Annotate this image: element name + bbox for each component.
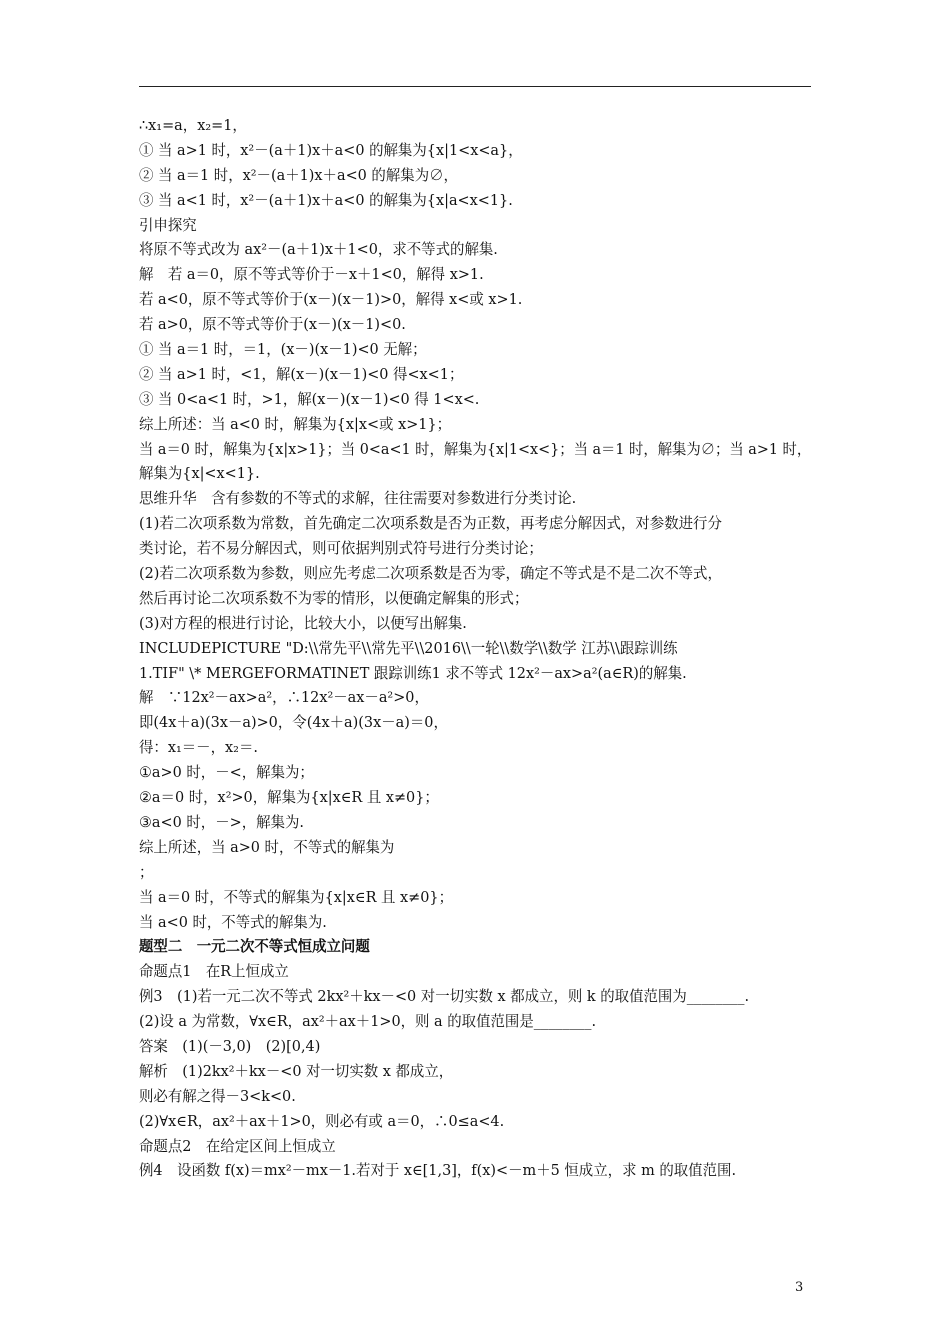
text-line: ② 当 a>1 时，<1，解(x－)(x－1)<0 得<x<1； <box>139 365 464 383</box>
text-line: (2)设 a 为常数，∀x∈R，ax²＋ax＋1>0，则 a 的取值范围是________. <box>139 1013 597 1031</box>
text-line: 解 若 a＝0，原不等式等价于－x＋1<0，解得 x>1. <box>139 266 484 284</box>
field-code-line: INCLUDEPICTURE "D:\\常先平\\常先平\\2016\\一轮\\数学\\数学 江苏\\跟踪训练 <box>139 639 678 657</box>
text-line: (3)对方程的根进行讨论，比较大小，以便写出解集. <box>139 614 467 632</box>
text-line: ①a>0 时，－<，解集为； <box>139 764 314 782</box>
text-line: ③ 当 0<a<1 时，>1，解(x－)(x－1)<0 得 1<x<. <box>139 390 480 408</box>
text-line: ① 当 a＝1 时，＝1，(x－)(x－1)<0 无解； <box>139 341 427 359</box>
text-line: 则必有解之得－3<k<0. <box>139 1087 296 1105</box>
text-line: 答案 (1)(－3,0) (2)[0,4) <box>139 1037 321 1055</box>
text-line: 综上所述，当 a>0 时，不等式的解集为 <box>139 838 395 856</box>
text-line: 解析 (1)2kx²＋kx－<0 对一切实数 x 都成立， <box>139 1062 454 1080</box>
header-rule <box>139 86 811 87</box>
text-line: 将原不等式改为 ax²－(a＋1)x＋1<0，求不等式的解集. <box>139 241 498 259</box>
text-line: 思维升华 含有参数的不等式的求解，往往需要对参数进行分类讨论. <box>139 490 577 508</box>
text-line: 若 a<0，原不等式等价于(x－)(x－1)>0，解得 x<或 x>1. <box>139 291 523 309</box>
text-line: 解集为{x|<x<1}. <box>139 465 260 483</box>
text-line: 即(4x＋a)(3x－a)>0，令(4x＋a)(3x－a)＝0， <box>139 714 448 732</box>
text-line: ② 当 a＝1 时，x²－(a＋1)x＋a<0 的解集为∅， <box>139 166 458 184</box>
text-line: 得：x₁＝－，x₂＝. <box>139 739 258 757</box>
text-line: ③ 当 a<1 时，x²－(a＋1)x＋a<0 的解集为{x|a<x<1}. <box>139 191 513 209</box>
text-line: 综上所述：当 a<0 时，解集为{x|x<或 x>1}； <box>139 415 452 433</box>
section-title: 题型二 一元二次不等式恒成立问题 <box>139 938 370 956</box>
text-line: (1)若二次项系数为常数，首先确定二次项系数是否为正数，再考虑分解因式，对参数进行分 <box>139 515 722 533</box>
text-line: 命题点2 在给定区间上恒成立 <box>139 1137 336 1155</box>
text-line: (2)若二次项系数为参数，则应先考虑二次项系数是否为零，确定不等式是不是二次不等式， <box>139 565 722 583</box>
text-line: (2)∀x∈R，ax²＋ax＋1>0，则必有或 a＝0，∴0≤a<4. <box>139 1112 505 1130</box>
text-line: 命题点1 在R上恒成立 <box>139 963 289 981</box>
text-line: ① 当 a>1 时，x²－(a＋1)x＋a<0 的解集为{x|1<x<a}， <box>139 141 523 159</box>
text-line: ③a<0 时，－>，解集为. <box>139 813 305 831</box>
text-line: 类讨论，若不易分解因式，则可依据判别式符号进行分类讨论； <box>139 540 543 558</box>
text-line: ； <box>139 863 154 881</box>
text-line: 解 ∵12x²－ax>a²，∴12x²－ax－a²>0， <box>139 689 429 707</box>
text-line: ②a＝0 时，x²>0，解集为{x|x∈R 且 x≠0}； <box>139 789 439 807</box>
page-number: 3 <box>795 1280 804 1295</box>
text-line: 当 a<0 时，不等式的解集为. <box>139 913 327 931</box>
text-line: ∴x₁=a，x₂=1， <box>139 117 247 134</box>
text-line: 若 a>0，原不等式等价于(x－)(x－1)<0. <box>139 316 406 334</box>
text-line: 例4 设函数 f(x)＝mx²－mx－1.若对于 x∈[1,3]，f(x)<－m＋5 恒成立，求 m 的取值范围. <box>139 1162 737 1180</box>
text-line: 当 a＝0 时，解集为{x|x>1}；当 0<a<1 时，解集为{x|1<x<}；当 a＝1 时，解集为∅；当 a>1 时， <box>139 440 812 458</box>
document-body <box>139 114 819 1184</box>
field-code-line: 1.TIF" \* MERGEFORMATINET 跟踪训练1 求不等式 12x²－ax>a²(a∈R)的解集. <box>139 664 687 682</box>
text-line: 然后再讨论二次项系数不为零的情形，以便确定解集的形式； <box>139 589 529 607</box>
text-line: 当 a＝0 时，不等式的解集为{x|x∈R 且 x≠0}； <box>139 888 454 906</box>
section-heading: 引申探究 <box>139 216 197 234</box>
text-line: 例3 (1)若一元二次不等式 2kx²＋kx－<0 对一切实数 x 都成立，则 k 的取值范围为________. <box>139 988 750 1006</box>
